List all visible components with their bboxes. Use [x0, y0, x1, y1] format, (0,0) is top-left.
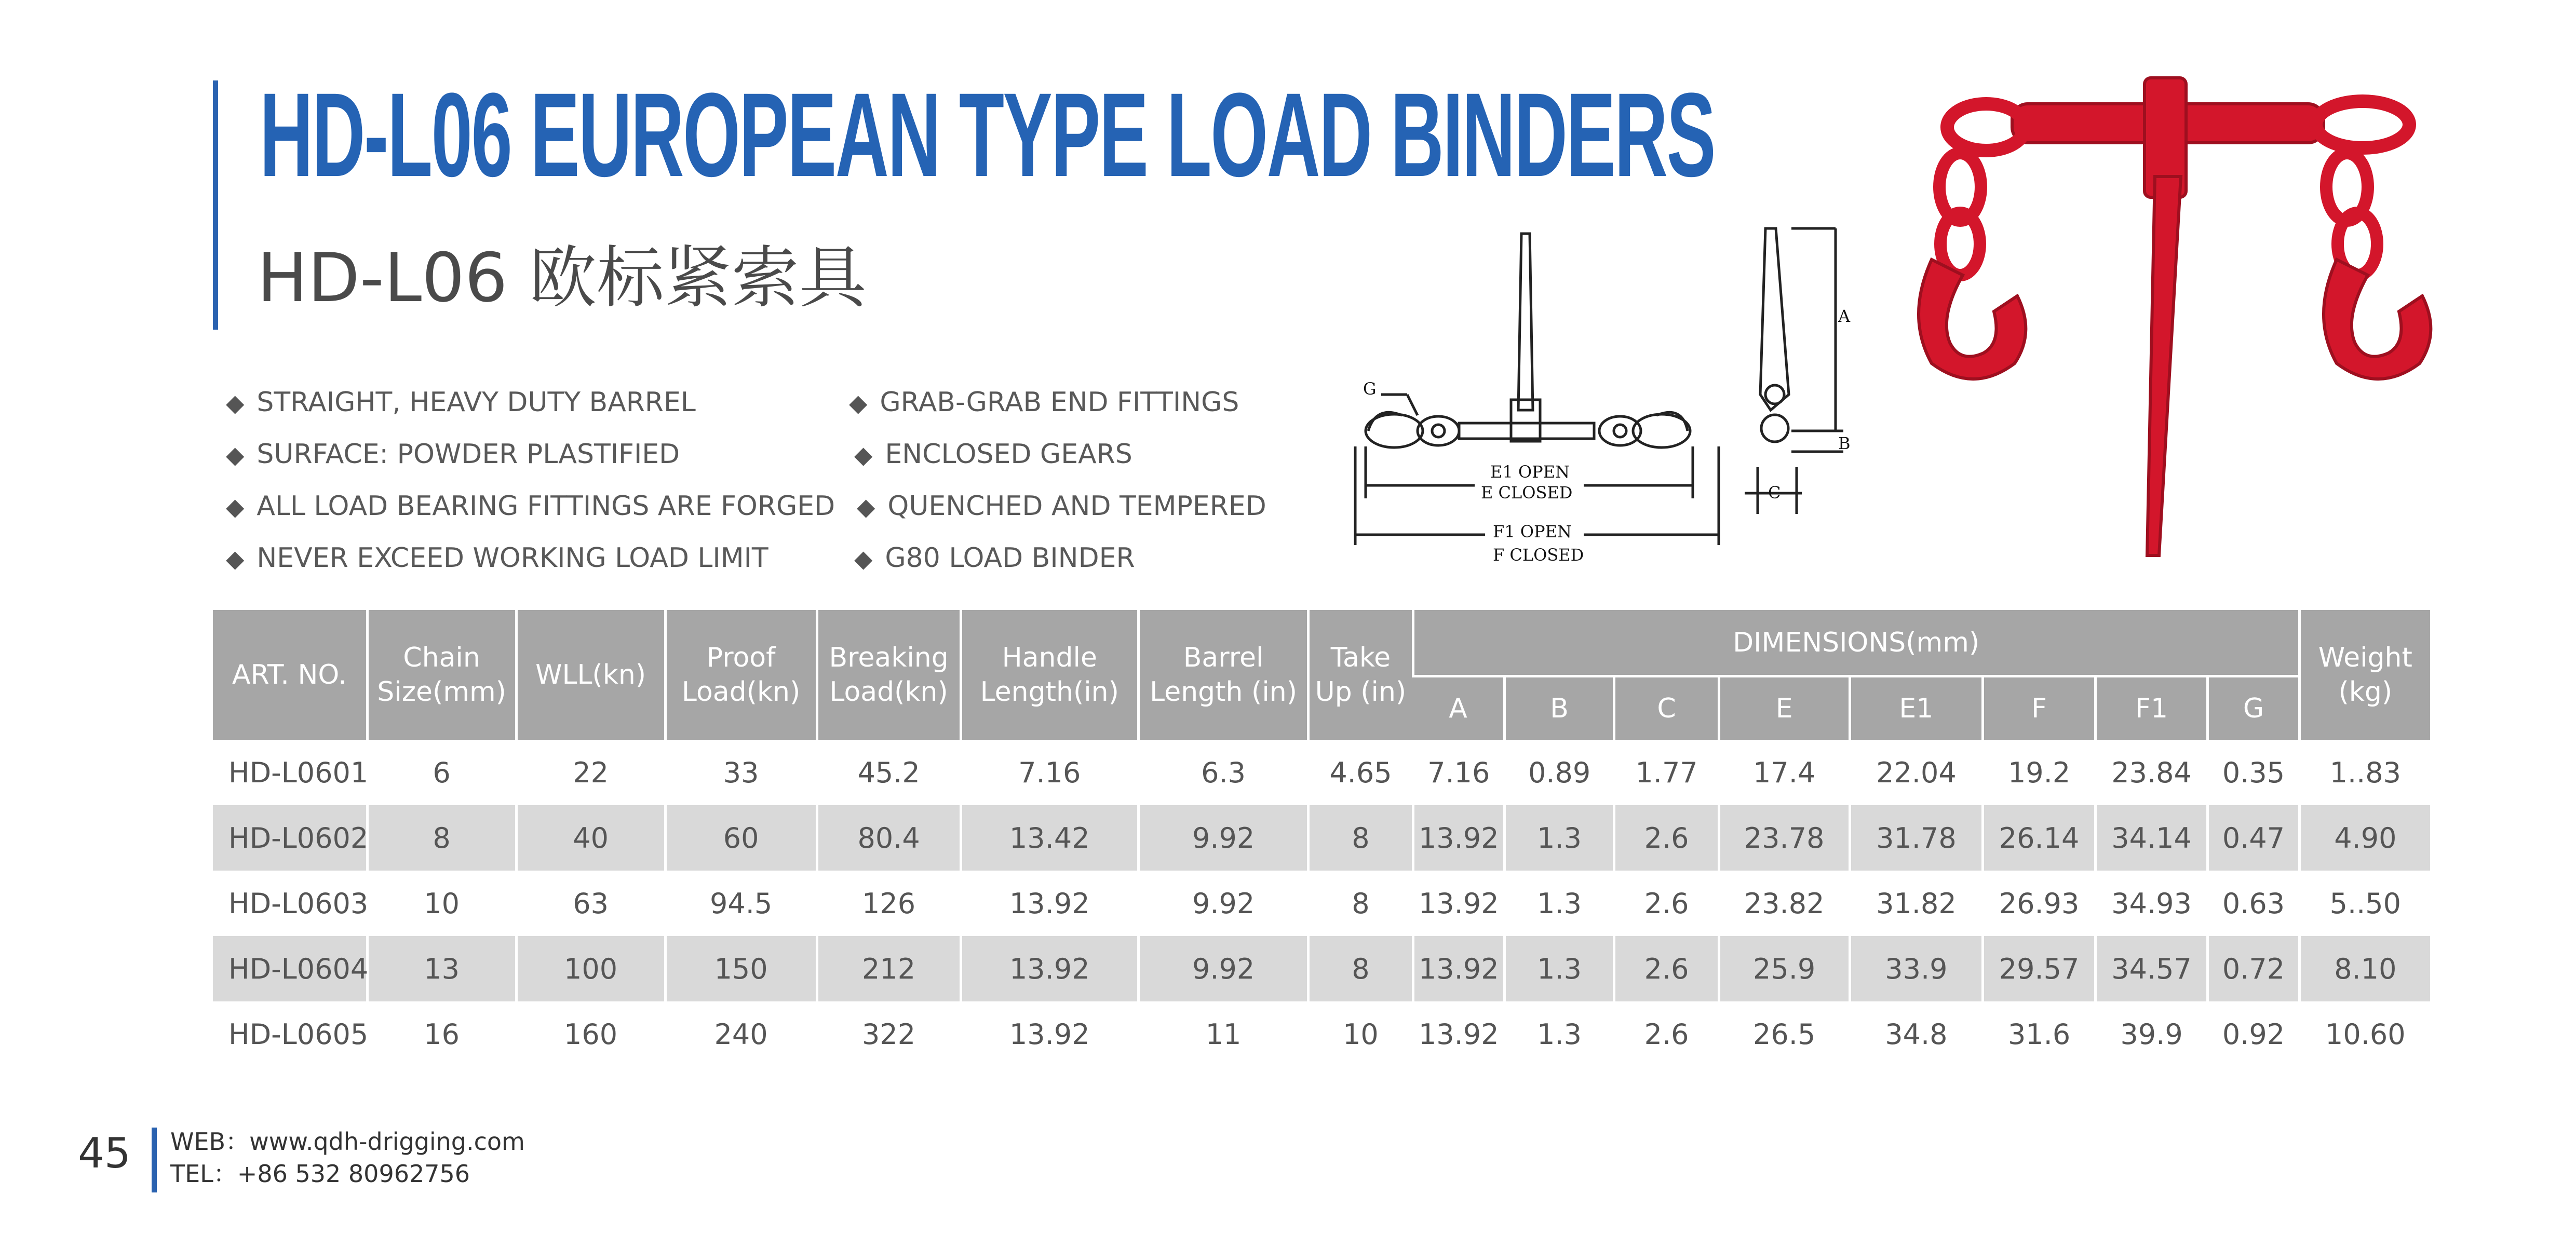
feature-item: ◆ STRAIGHT, HEAVY DUTY BARREL	[226, 387, 696, 418]
table-cell: 13.92	[961, 871, 1138, 936]
table-cell: 17.4	[1719, 740, 1850, 805]
feature-item: ◆ QUENCHED AND TEMPERED	[857, 491, 1266, 522]
table-cell: 34.8	[1850, 1001, 1983, 1067]
diagram-label-e1: E1 OPEN	[1490, 462, 1570, 482]
diagram-label-c: C	[1768, 483, 1781, 503]
spec-table-body	[213, 740, 2430, 1067]
title-accent-bar	[213, 80, 218, 330]
table-cell: 23.84	[2095, 740, 2208, 805]
page-title: HD-L06 EUROPEAN TYPE LOAD BINDERS	[260, 68, 1715, 201]
table-cell: 1.3	[1504, 805, 1614, 871]
table-cell: 8	[1309, 936, 1413, 1001]
header-dim-f1: F1	[2095, 676, 2208, 740]
table-cell: 31.82	[1850, 871, 1983, 936]
table-cell: 4.90	[2299, 805, 2430, 871]
footer-accent-bar	[152, 1128, 157, 1192]
table-cell: 8.10	[2299, 936, 2430, 1001]
diamond-bullet-icon: ◆	[226, 389, 245, 417]
header-take-up: Take Up (in)	[1309, 610, 1413, 740]
table-row	[213, 805, 2430, 871]
table-cell: 0.72	[2208, 936, 2299, 1001]
table-cell: 150	[665, 936, 817, 1001]
table-cell: 39.9	[2095, 1001, 2208, 1067]
header-dim-b: B	[1504, 676, 1614, 740]
diamond-bullet-icon: ◆	[849, 389, 868, 417]
diagram-label-f1: F1 OPEN	[1493, 522, 1572, 541]
table-cell: 13.92	[1413, 936, 1504, 1001]
table-cell: 13	[367, 936, 516, 1001]
footer-contact	[170, 1125, 525, 1190]
table-cell: 240	[665, 1001, 817, 1067]
table-cell: 63	[516, 871, 665, 936]
table-cell: 1.77	[1614, 740, 1719, 805]
table-cell: HD-L0603	[228, 887, 369, 920]
table-cell: 0.35	[2208, 740, 2299, 805]
table-cell: 33.9	[1850, 936, 1983, 1001]
table-cell: 13.92	[1413, 871, 1504, 936]
table-cell: 5..50	[2299, 871, 2430, 936]
table-row	[213, 936, 2430, 1001]
table-cell: 23.78	[1719, 805, 1850, 871]
diamond-bullet-icon: ◆	[226, 493, 245, 521]
header-dim-c: C	[1614, 676, 1719, 740]
table-cell: 1.3	[1504, 871, 1614, 936]
table-cell: 26.93	[1983, 871, 2096, 936]
feature-item: ◆ ENCLOSED GEARS	[854, 439, 1132, 470]
table-cell: 8	[1309, 871, 1413, 936]
table-cell: 6.3	[1138, 740, 1308, 805]
table-cell: 10	[1309, 1001, 1413, 1067]
table-cell: 60	[665, 805, 817, 871]
header-breaking-load: Breaking Load(kn)	[817, 610, 961, 740]
table-cell: 212	[817, 936, 961, 1001]
table-cell: 0.47	[2208, 805, 2299, 871]
header-barrel-length: Barrel Length (in)	[1138, 610, 1308, 740]
table-cell: 1..83	[2299, 740, 2430, 805]
table-cell: 94.5	[665, 871, 817, 936]
table-cell: 19.2	[1983, 740, 2096, 805]
table-cell: 0.89	[1504, 740, 1614, 805]
table-cell: 33	[665, 740, 817, 805]
header-wll: WLL(kn)	[516, 610, 665, 740]
table-cell: 8	[1309, 805, 1413, 871]
table-row	[213, 1001, 2430, 1067]
diagram-label-b: B	[1838, 433, 1851, 453]
feature-item: ◆ ALL LOAD BEARING FITTINGS ARE FORGED	[226, 491, 835, 522]
table-cell: 80.4	[817, 805, 961, 871]
table-cell: 34.93	[2095, 871, 2208, 936]
spec-table	[213, 610, 2430, 1067]
table-cell: 40	[516, 805, 665, 871]
table-cell: 4.65	[1309, 740, 1413, 805]
header-dim-a: A	[1413, 676, 1504, 740]
table-cell: 2.6	[1614, 871, 1719, 936]
feature-item: ◆ SURFACE: POWDER PLASTIFIED	[226, 439, 680, 470]
header-proof-load: Proof Load(kn)	[665, 610, 817, 740]
diagram-label-g: G	[1363, 379, 1377, 399]
table-cell: 13.42	[961, 805, 1138, 871]
table-cell: 22.04	[1850, 740, 1983, 805]
table-cell: 13.92	[1413, 1001, 1504, 1067]
diamond-bullet-icon: ◆	[226, 545, 245, 573]
diamond-bullet-icon: ◆	[857, 493, 875, 521]
table-cell: 25.9	[1719, 936, 1850, 1001]
table-cell: 13.92	[1413, 805, 1504, 871]
table-cell: 34.14	[2095, 805, 2208, 871]
table-cell: 13.92	[961, 1001, 1138, 1067]
table-row	[213, 871, 2430, 936]
feature-item: ◆ GRAB-GRAB END FITTINGS	[849, 387, 1239, 418]
table-cell: 1.3	[1504, 1001, 1614, 1067]
diamond-bullet-icon: ◆	[854, 545, 873, 573]
table-cell: 13.92	[961, 936, 1138, 1001]
table-cell: 6	[367, 740, 516, 805]
header-dim-e: E	[1719, 676, 1850, 740]
table-cell: 2.6	[1614, 805, 1719, 871]
table-cell: 31.6	[1983, 1001, 2096, 1067]
table-cell: 22	[516, 740, 665, 805]
header-dim-e1: E1	[1850, 676, 1983, 740]
table-cell: 8	[367, 805, 516, 871]
table-cell: HD-L0605	[228, 1018, 369, 1051]
table-cell: 34.57	[2095, 936, 2208, 1001]
feature-list	[226, 384, 1296, 602]
table-cell: 9.92	[1138, 936, 1308, 1001]
header-handle-length: Handle Length(in)	[961, 610, 1138, 740]
page-number: 45	[78, 1129, 131, 1177]
feature-item: ◆ G80 LOAD BINDER	[854, 542, 1135, 574]
table-cell: 0.63	[2208, 871, 2299, 936]
table-cell: 0.92	[2208, 1001, 2299, 1067]
diamond-bullet-icon: ◆	[854, 441, 873, 469]
diagram-label-e: E CLOSED	[1481, 483, 1573, 503]
table-cell: 322	[817, 1001, 961, 1067]
table-cell: 11	[1138, 1001, 1308, 1067]
table-cell: 26.5	[1719, 1001, 1850, 1067]
table-cell: 16	[367, 1001, 516, 1067]
table-cell: 23.82	[1719, 871, 1850, 936]
header-dimensions: DIMENSIONS(mm)	[1413, 610, 2299, 676]
header-dim-g: G	[2208, 676, 2299, 740]
table-cell: 10	[367, 871, 516, 936]
table-cell: 10.60	[2299, 1001, 2430, 1067]
table-cell: 2.6	[1614, 1001, 1719, 1067]
table-cell: 45.2	[817, 740, 961, 805]
diagram-label-f: F CLOSED	[1493, 545, 1584, 565]
table-cell: HD-L0602	[213, 805, 367, 871]
table-cell: HD-L0601	[228, 756, 369, 789]
feature-item: ◆ NEVER EXCEED WORKING LOAD LIMIT	[226, 542, 768, 574]
load-binder-diagram	[1345, 223, 1864, 587]
table-cell: 126	[817, 871, 961, 936]
table-cell: 29.57	[1983, 936, 2096, 1001]
table-cell: 9.92	[1138, 805, 1308, 871]
product-photo-load-binder	[1911, 73, 2456, 566]
table-cell: 9.92	[1138, 871, 1308, 936]
footer-tel: TEL：+86 532 80962756	[170, 1160, 470, 1188]
table-cell: 100	[516, 936, 665, 1001]
header-dim-f: F	[1983, 676, 2096, 740]
header-chain-size: Chain Size(mm)	[367, 610, 516, 740]
header-weight: Weight (kg)	[2299, 610, 2430, 740]
table-cell: 2.6	[1614, 936, 1719, 1001]
diamond-bullet-icon: ◆	[226, 441, 245, 469]
footer-web: WEB：www.qdh-drigging.com	[170, 1128, 525, 1156]
header-art-no: ART. NO.	[213, 610, 367, 740]
table-cell: 7.16	[961, 740, 1138, 805]
table-cell: HD-L0604	[213, 936, 367, 1001]
table-cell: 26.14	[1983, 805, 2096, 871]
page-subtitle: HD-L06 欧标紧索具	[257, 238, 867, 317]
diagram-label-a: A	[1838, 306, 1851, 326]
table-cell: 7.16	[1413, 740, 1504, 805]
table-cell: 31.78	[1850, 805, 1983, 871]
table-row	[213, 740, 2430, 805]
table-cell: 160	[516, 1001, 665, 1067]
table-cell: 1.3	[1504, 936, 1614, 1001]
